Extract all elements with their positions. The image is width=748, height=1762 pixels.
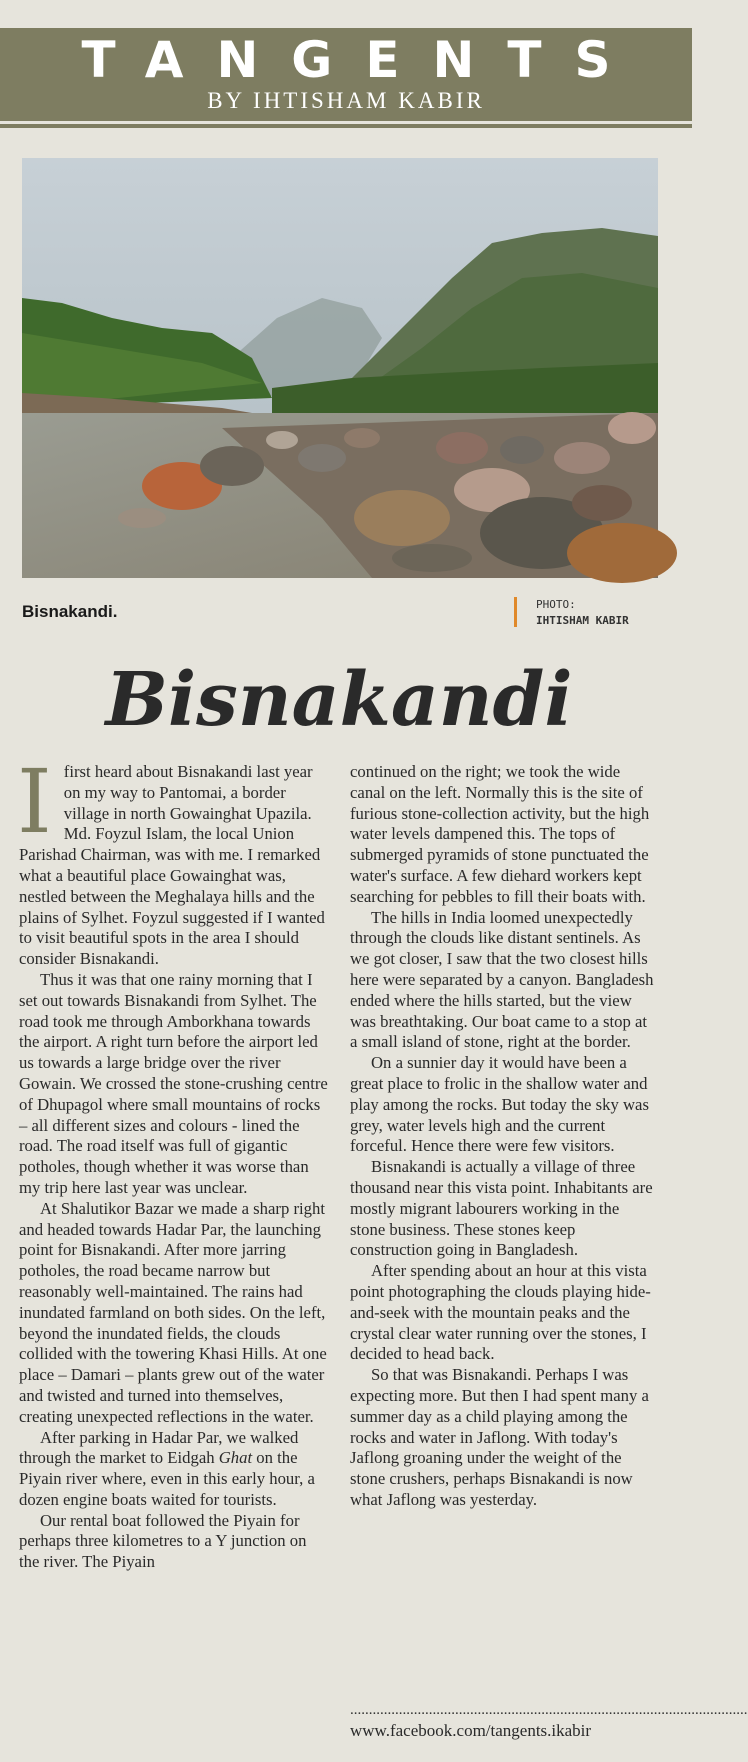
credit-accent-bar — [514, 597, 517, 627]
article-paragraph: After spending about an hour at this vista point photographing the clouds playing hide-and-seek with the mountain peaks and the crystal clear water running over the stones, I decided to head back. — [350, 1261, 651, 1364]
article-paragraph — [17, 750, 331, 970]
photo-credit-label: PHOTO: — [536, 598, 576, 611]
photo-caption: Bisnakandi. — [22, 602, 118, 621]
photo-credit-name: IHTISHAM KABIR — [536, 614, 629, 627]
footer-link[interactable]: www.facebook.com/tangents.ikabir — [350, 1721, 592, 1740]
article-column-left — [17, 750, 331, 1573]
paragraph-text: first heard about Bisnakandi last year on my way to Pantomai, a border village in north Gowainghat Upazila. Md. Foyzul Islam, the local Union Parishad Chairman, was with me. I remarked what a beautiful place Gowainghat was, nestled between the Meghalaya hills and the plains of Sylhet. Foyzul suggested if I wanted to visit beautiful spots in the area I should consider Bisnakandi. — [19, 762, 325, 969]
article-paragraph: Bisnakandi is actually a village of three thousand near this vista point. Inhabitants are mostly migrant labourers working in the stone business. These stones keep construction going in Bangladesh. — [350, 1157, 653, 1260]
drop-cap: I — [17, 750, 52, 853]
article-paragraph — [19, 1428, 331, 1511]
river-landscape-image — [22, 158, 658, 578]
paragraph-text: After parking in Hadar Par, we walked through the market to Eidgah — [19, 1427, 299, 1468]
article-paragraph: Our rental boat followed the Piyain for perhaps three kilometres to a Y junction on the river. The Piyain — [19, 1510, 307, 1572]
article-paragraph: Thus it was that one rainy morning that I set out towards Bisnakandi from Sylhet. The road took me through Amborkhana towards the airport. A right turn before the airport led us towards a large bridge over the river Gowain. We crossed the stone-crushing centre of Dhupagol where small mountains of rocks – all different sizes and colours - lined the road. The road itself was full of gigantic potholes, though whether it was worse than my trip here last year was unclear. — [19, 969, 328, 1197]
masthead-byline: BY IHTISHAM KABIR — [207, 88, 485, 113]
article-paragraph: On a sunnier day it would have been a great place to frolic in the shallow water and play among the rocks. But today the sky was grey, water levels high and the current forceful. Hence there were few visitors. — [350, 1053, 649, 1156]
photo-credit — [536, 597, 629, 629]
footer-divider: .......................................................................................................... — [350, 1702, 748, 1718]
italic-word: Ghat — [218, 1448, 253, 1468]
article-photo — [22, 158, 658, 578]
article-paragraph: continued on the right; we took the wide canal on the left. Normally this is the site of furious stone-collection activity, but the high water levels dampened this. The tops of submerged pyramids of stone punctuated the water's surface. A few diehard workers kept searching for pebbles to fill their boats with. — [350, 762, 650, 906]
article-headline: Bisnakandi — [105, 657, 573, 743]
masthead-title: TANGENTS — [81, 31, 644, 89]
paragraph-text: on the Piyain river where, even in this early hour, a dozen engine boats waited for tourists. — [19, 1448, 315, 1509]
masthead-rule — [0, 124, 692, 128]
masthead — [0, 28, 692, 121]
article-paragraph: So that was Bisnakandi. Perhaps I was expecting more. But then I had spent many a summer day as a child playing among the rocks and water in Jaflong. With today's Jaflong groaning under the weight of the stone crushers, perhaps Bisnakandi is now what Jaflong was yesterday. — [350, 1365, 649, 1509]
article-paragraph: The hills in India loomed unexpectedly through the clouds like distant sentinels. As we got closer, I saw that the two closest hills here were separated by a canyon. Bangladesh ended where the hills started, but the view was breathtaking. Our boat came to a stop at a small island of stone, right at the border. — [350, 907, 654, 1052]
article-paragraph: At Shalutikor Bazar we made a sharp right and headed towards Hadar Par, the launching point for Bisnakandi. After more jarring potholes, the road became narrow but reasonably well-maintained. The rains had inundated farmland on both sides. On the left, beyond the inundated fields, the clouds collided with the towering Khasi Hills. At one place – Damari – plants grew out of the water and twisted and turned into themselves, creating unexpected reflections in the water. — [19, 1198, 327, 1426]
article-column-right — [350, 762, 658, 1511]
